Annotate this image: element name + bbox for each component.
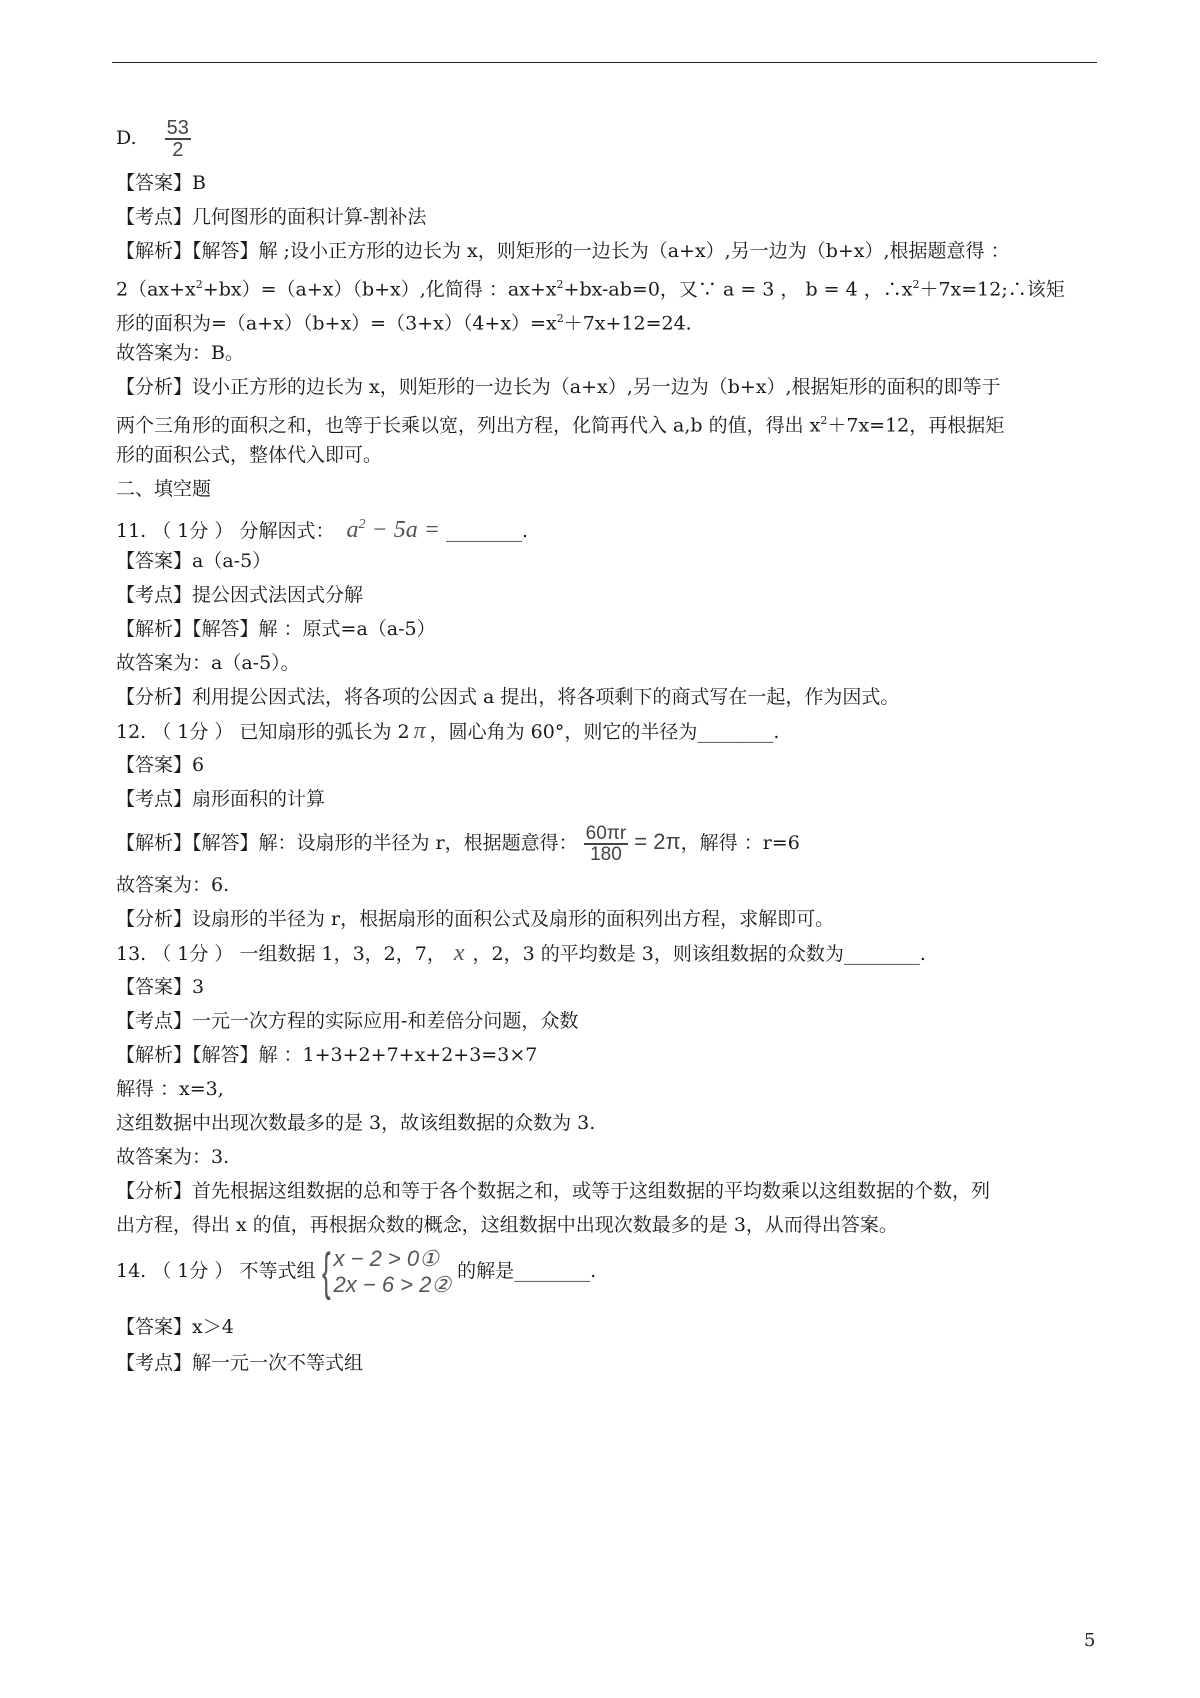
q13-final: 故答案为：3.: [116, 1146, 230, 1168]
text-segment: +bx）=（a+x）（b+x）,化简得 ：ax+x: [202, 278, 557, 301]
text-segment: ＋7x=12;∴该矩: [919, 278, 1065, 301]
q13-step1: 解得 ：x=3,: [116, 1078, 224, 1100]
solution-text: 【解析】【解答】解：设扇形的半径为 r，根据题意得：: [116, 832, 578, 854]
question-text: 14. （ 1分 ） 不等式组: [116, 1260, 316, 1282]
inequality-1: x − 2 > 0①: [333, 1246, 439, 1271]
q13-stem: [116, 940, 926, 967]
text-segment: ＋7x+12=24.: [563, 312, 692, 335]
inequality-2: 2x − 6 > 2②: [333, 1272, 452, 1297]
fraction-numerator: 60πr: [585, 823, 627, 844]
q14-answer: 【答案】x＞4: [116, 1316, 234, 1338]
q10-analysis-line1: 【分析】设小正方形的边长为 x，则矩形的一边长为（a+x）,另一边为（b+x）,根据矩形的面积的即等于: [116, 376, 1001, 398]
fraction-numerator: 53: [166, 117, 189, 139]
q13-solution: 【解析】【解答】解 ：1+3+2+7+x+2+3=3×7: [116, 1044, 538, 1066]
q12-stem: [116, 718, 779, 745]
q11-analysis: 【分析】利用提公因式法，将各项的公因式 a 提出，将各项剩下的商式写在一起，作为因式。: [116, 686, 900, 708]
math-var: a: [346, 517, 359, 543]
text-segment: ＋7x=12，再根据矩: [827, 414, 1005, 437]
q13-step2: 这组数据中出现次数最多的是 3，故该组数据的众数为 3.: [116, 1112, 596, 1134]
solution-text: ，解得 ：r=6: [680, 832, 800, 854]
inequality-system: [321, 1243, 452, 1301]
q13-topic: 【考点】一元一次方程的实际应用-和差倍分问题，众数: [116, 1010, 579, 1032]
math-equals: = 2π: [634, 829, 681, 854]
q13-answer: 【答案】3: [116, 976, 205, 998]
q10-solution-line3: [116, 306, 692, 336]
option-d: [116, 118, 191, 160]
q13-analysis-line1: 【分析】首先根据这组数据的总和等于各个数据之和，或等于这组数据的平均数乘以这组数据的个数，列: [116, 1180, 991, 1202]
answer-blank: ________.: [445, 520, 528, 542]
superscript: 2: [556, 312, 564, 325]
question-text: 12. （ 1分 ） 已知扇形的弧长为 2: [116, 721, 410, 743]
brace-icon: {: [321, 1243, 331, 1301]
fraction-60pir-over-180: [584, 824, 629, 864]
math-expression: [347, 517, 440, 543]
q11-solution: 【解析】【解答】解 ：原式=a（a-5）: [116, 618, 436, 640]
q10-analysis-line2: [116, 408, 1004, 438]
q14-topic: 【考点】解一元一次不等式组: [116, 1352, 364, 1374]
option-label: D.: [116, 127, 137, 149]
superscript: 2: [820, 414, 828, 427]
question-text: 11. （ 1分 ） 分解因式：: [116, 520, 335, 542]
pi-symbol: π: [413, 718, 426, 744]
q12-answer: 【答案】6: [116, 754, 205, 776]
q10-solution-line2: [116, 272, 1065, 302]
page-number: 5: [1084, 1630, 1096, 1651]
text-segment: 形的面积为=（a+x）（b+x）=（3+x）（4+x）=x: [116, 312, 557, 335]
q12-analysis: 【分析】设扇形的半径为 r，根据扇形的面积公式及扇形的面积列出方程，求解即可。: [116, 908, 835, 930]
q14-stem: [116, 1243, 597, 1301]
superscript: 2: [195, 278, 203, 291]
fraction-denominator: 180: [590, 844, 622, 865]
question-text: 的解是________.: [457, 1260, 597, 1282]
superscript: 2: [912, 278, 920, 291]
q11-topic: 【考点】提公因式法因式分解: [116, 584, 364, 606]
question-text: 13. （ 1分 ） 一组数据 1，3，2，7，: [116, 943, 446, 965]
fraction-53-over-2: [165, 118, 191, 160]
q11-answer: 【答案】a（a-5）: [116, 550, 272, 572]
text-segment: 2（ax+x: [116, 278, 196, 301]
text-segment: 两个三角形的面积之和，也等于长乘以宽，列出方程，化简再代入 a,b 的值，得出 x: [116, 414, 821, 437]
header-rule: [112, 62, 1097, 63]
q10-final: 故答案为：B。: [116, 342, 244, 364]
q11-stem: [116, 512, 528, 544]
fraction-denominator: 2: [172, 139, 184, 161]
text-segment: +bx-ab=0，又∵ a = 3 ， b = 4 ，∴x: [563, 278, 913, 301]
q10-answer: 【答案】B: [116, 172, 206, 194]
q11-final: 故答案为：a（a-5）。: [116, 652, 300, 674]
q12-final: 故答案为：6.: [116, 874, 230, 896]
section-heading: 二、填空题: [116, 478, 212, 500]
variable-x: x: [453, 940, 465, 966]
q12-topic: 【考点】扇形面积的计算: [116, 788, 326, 810]
superscript: 2: [358, 517, 366, 532]
q10-solution-line1: 【解析】【解答】解 ;设小正方形的边长为 x，则矩形的一边长为（a+x）,另一边为（b+x）,根据题意得 ：: [116, 240, 1010, 262]
q12-solution: [116, 824, 800, 864]
q13-analysis-line2: 出方程，得出 x 的值，再根据众数的概念，这组数据中出现次数最多的是 3，从而得出答案。: [116, 1214, 898, 1236]
q10-analysis-line3: 形的面积公式，整体代入即可。: [116, 444, 383, 466]
superscript: 2: [556, 278, 564, 291]
question-text: ，2，3 的平均数是 3，则该组数据的众数为________.: [472, 943, 926, 965]
question-text: ，圆心角为 60°，则它的半径为________.: [429, 721, 780, 743]
math-rest: − 5a =: [365, 517, 440, 543]
q10-topic: 【考点】几何图形的面积计算-割补法: [116, 206, 427, 228]
